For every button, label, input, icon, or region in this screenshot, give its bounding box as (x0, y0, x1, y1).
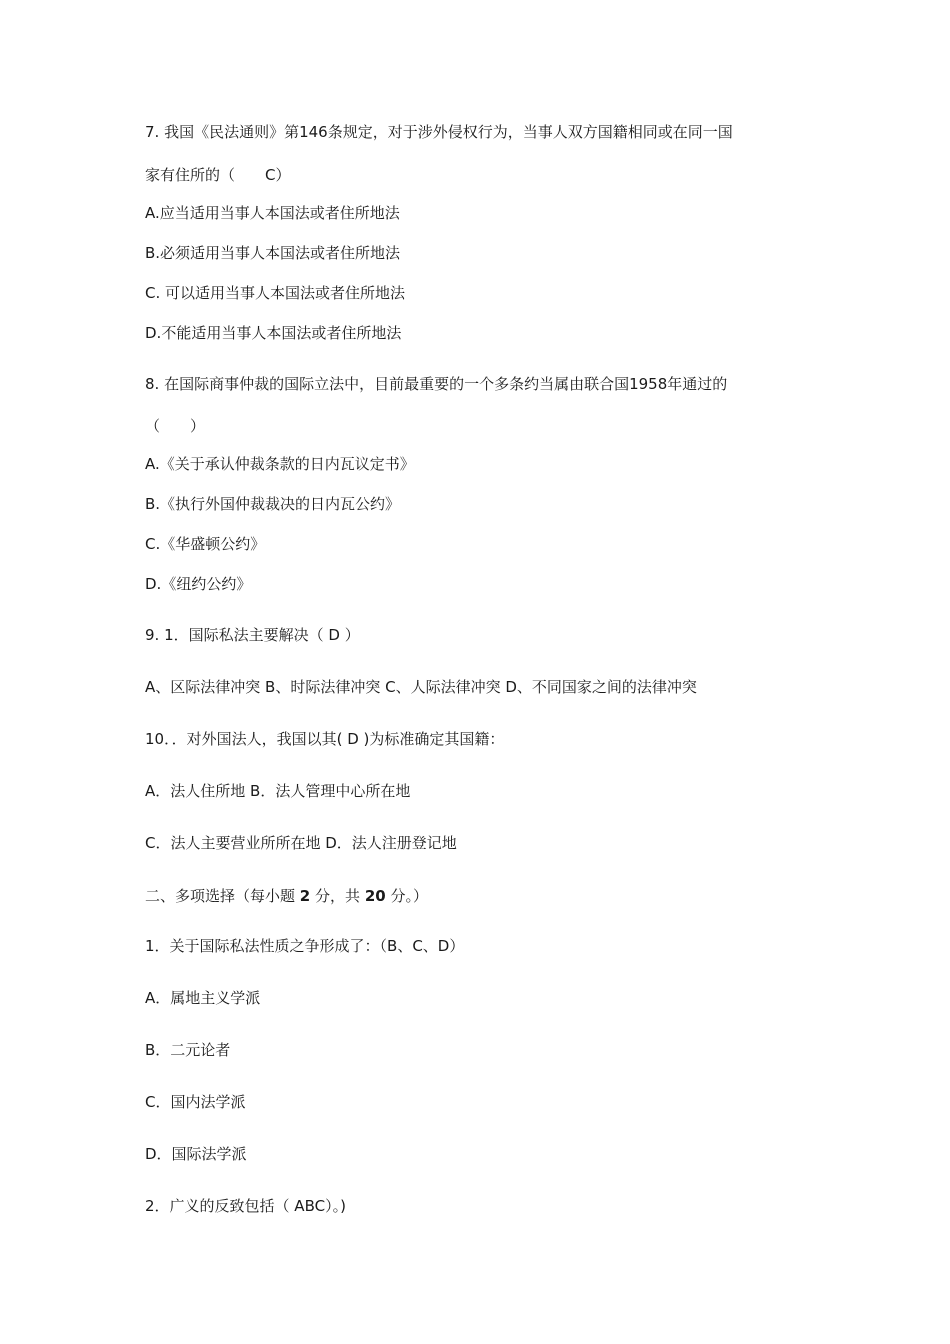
question-8-option-c: C.《华盛顿公约》 (145, 535, 266, 553)
section-heading-prefix: 二、多项选择（每小题 (145, 887, 296, 905)
question-9-stem: 9. 1．国际私法主要解决（ D ） (145, 626, 360, 644)
question-8-option-b: B.《执行外国仲裁裁决的日内瓦公约》 (145, 495, 401, 513)
question-8-stem-line-1: 8. 在国际商事仲裁的国际立法中，目前最重要的一个多条约当属由联合国1958年通过的 (145, 375, 728, 393)
question-7-stem-line-2: 家有住所的（ C） (145, 166, 291, 184)
mc-question-1-option-c: C．国内法学派 (145, 1093, 246, 1111)
section-heading-suffix: 分。） (390, 887, 428, 905)
question-10-stem: 10．．对外国法人，我国以其( D )为标准确定其国籍： (145, 730, 505, 748)
question-7-option-b: B.必须适用当事人本国法或者住所地法 (145, 244, 401, 262)
section-points-per-question: 2 (299, 887, 311, 905)
section-heading-multiple-choice (145, 886, 825, 906)
mc-question-1-option-a: A．属地主义学派 (145, 989, 261, 1007)
section-heading-middle: 分，共 (315, 887, 361, 905)
question-8-option-d: D.《纽约公约》 (145, 575, 252, 593)
question-8-option-a: A.《关于承认仲裁条款的日内瓦议定书》 (145, 455, 415, 473)
mc-question-1-option-d: D．国际法学派 (145, 1145, 247, 1163)
mc-question-1-option-b: B．二元论者 (145, 1041, 231, 1059)
question-7-option-d: D.不能适用当事人本国法或者住所地法 (145, 324, 402, 342)
question-7-option-c: C. 可以适用当事人本国法或者住所地法 (145, 284, 406, 302)
question-10-options-cd: C．法人主要营业所所在地 D．法人注册登记地 (145, 834, 457, 852)
section-total-points: 20 (364, 887, 386, 905)
question-8-stem-line-2: （ ） (145, 417, 206, 435)
question-9-options: A、区际法律冲突 B、时际法律冲突 C、人际法律冲突 D、不同国家之间的法律冲突 (145, 678, 697, 696)
question-7-option-a: A.应当适用当事人本国法或者住所地法 (145, 204, 400, 222)
mc-question-2-stem: 2．广义的反致包括（ ABC）。) (145, 1197, 346, 1215)
mc-question-1-stem: 1．关于国际私法性质之争形成了：（B、C、D） (145, 937, 465, 955)
question-10-options-ab: A．法人住所地 B．法人管理中心所在地 (145, 782, 411, 800)
question-7-stem-line-1: 7. 我国《民法通则》第146条规定，对于涉外侵权行为，当事人双方国籍相同或在同一国 (145, 123, 733, 141)
